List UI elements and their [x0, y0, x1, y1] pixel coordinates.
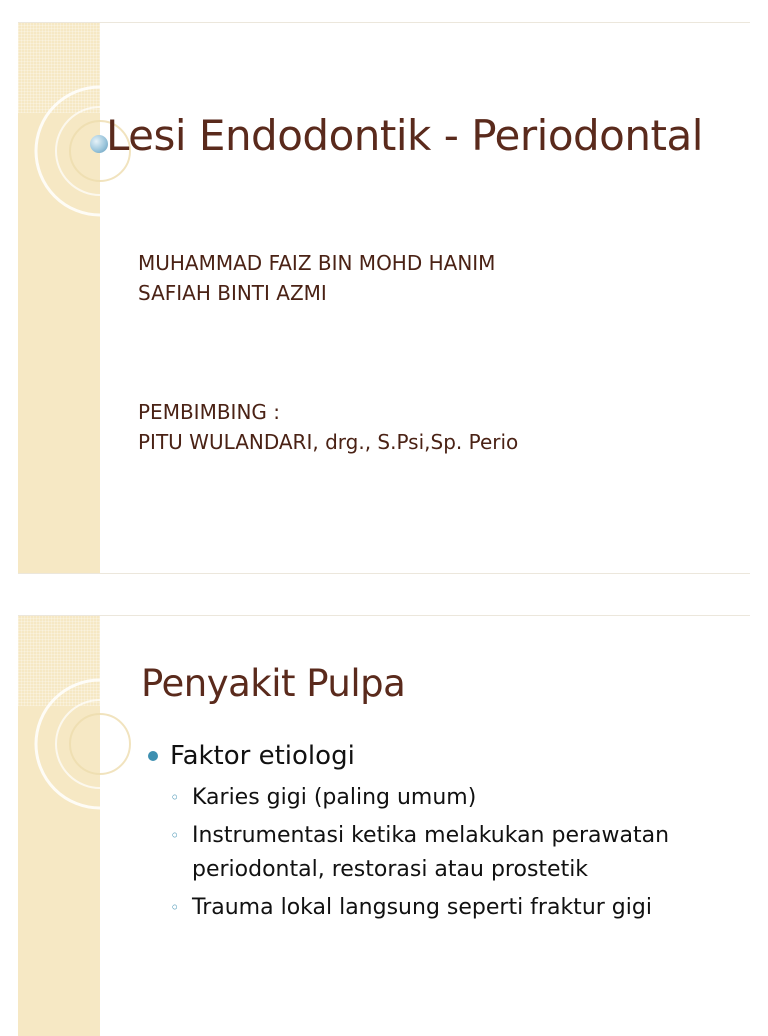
bullet-list [148, 739, 669, 929]
sub-bullet-list [148, 781, 669, 925]
sub-bullet-text: periodontal, restorasi atau prostetik [192, 857, 589, 882]
author-name: SAFIAH BINTI AZMI [138, 281, 327, 305]
list-item-continuation [148, 853, 669, 887]
bullet-text: Faktor etiologi [170, 741, 355, 771]
author-name: MUHAMMAD FAIZ BIN MOHD HANIM [138, 251, 496, 275]
hollow-circle-icon: ◦ [170, 826, 180, 845]
supervisor-block [138, 397, 518, 457]
sub-bullet-text: Instrumentasi ketika melakukan perawatan [192, 823, 670, 848]
list-item [148, 819, 669, 853]
slide-title [18, 22, 750, 574]
slide-penyakit-pulpa [18, 615, 750, 1036]
list-item [148, 781, 669, 815]
bullet-dot-icon [148, 751, 158, 761]
list-item [148, 891, 669, 925]
supervisor-name: PITU WULANDARI, drg., S.Psi,Sp. Perio [138, 430, 519, 454]
list-item [148, 739, 669, 773]
slide-heading: Penyakit Pulpa [141, 662, 406, 705]
hollow-circle-icon: ◦ [170, 788, 180, 807]
supervisor-label: PEMBIMBING : [138, 400, 281, 424]
sub-bullet-text: Karies gigi (paling umum) [192, 785, 477, 810]
hollow-circle-icon: ◦ [170, 898, 180, 917]
sub-bullet-text: Trauma lokal langsung seperti fraktur gigi [192, 895, 652, 920]
authors-block [138, 248, 495, 308]
slide-title-heading: Lesi Endodontik - Periodontal [106, 111, 703, 160]
